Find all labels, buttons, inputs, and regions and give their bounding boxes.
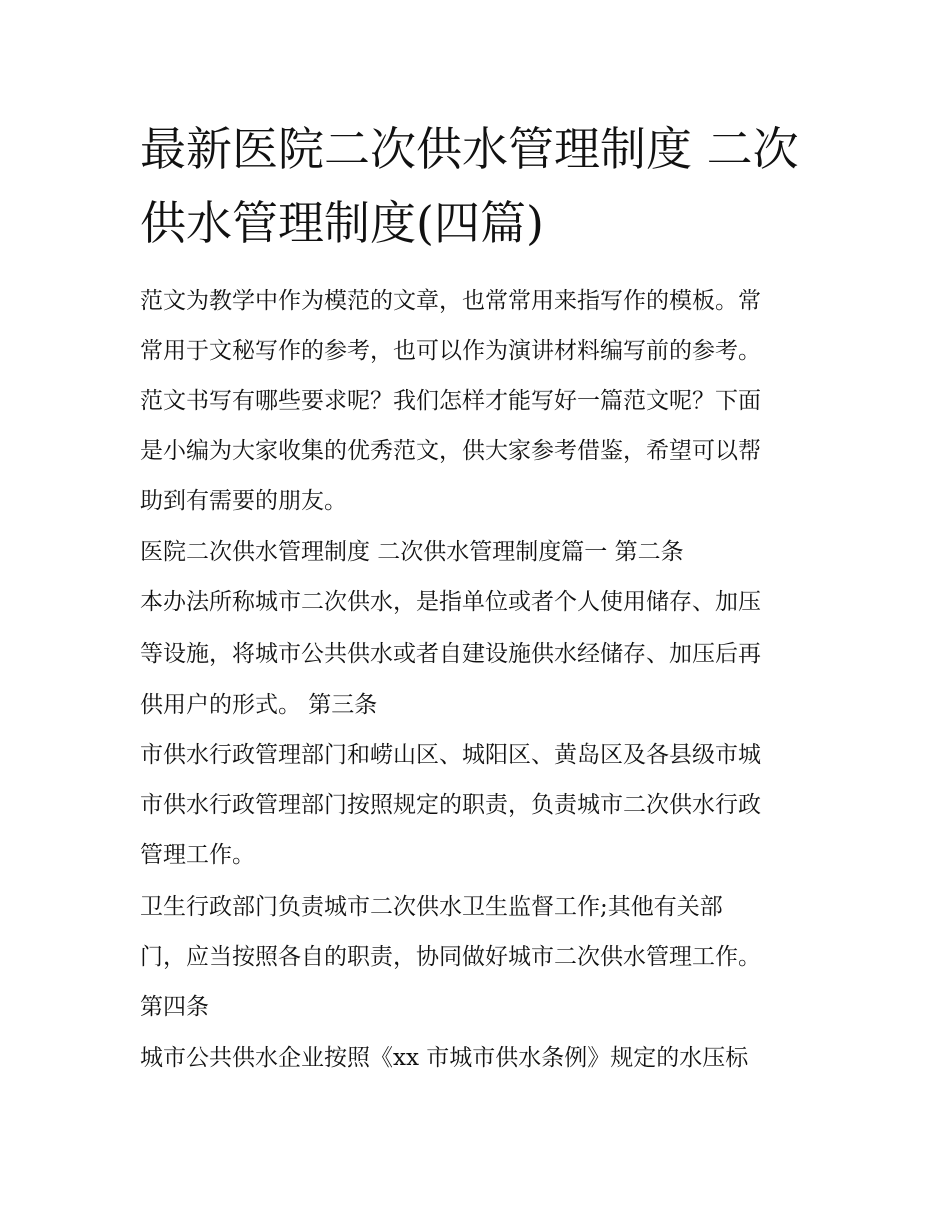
body-line-16: 城市公共供水企业按照《xx 市城市供水条例》规定的水压标 [140, 1045, 749, 1071]
body-line-2: 常用于文秘写作的参考，也可以作为演讲材料编写前的参考。 [140, 338, 761, 364]
body-line-3: 范文书写有哪些要求呢？我们怎样才能写好一篇范文呢？下面 [140, 388, 761, 414]
body-line-1: 范文为教学中作为模范的文章，也常常用来指写作的模板。常 [140, 288, 761, 314]
body-line-9: 供用户的形式。 第三条 [140, 692, 378, 718]
body-line-6: 医院二次供水管理制度 二次供水管理制度篇一 第二条 [140, 539, 684, 565]
body-line-10: 市供水行政管理部门和崂山区、城阳区、黄岛区及各县级市城 [140, 742, 761, 768]
document-title: 最新医院二次供水管理制度 二次供水管理制度(四篇) [140, 122, 799, 250]
body-line-13: 卫生行政部门负责城市二次供水卫生监督工作;其他有关部 [140, 894, 723, 920]
body-line-4: 是小编为大家收集的优秀范文，供大家参考借鉴，希望可以帮 [140, 438, 761, 464]
body-line-8: 等设施，将城市公共供水或者自建设施供水经储存、加压后再 [140, 641, 761, 667]
body-line-11: 市供水行政管理部门按照规定的职责，负责城市二次供水行政 [140, 792, 761, 818]
body-line-12: 管理工作。 [140, 842, 255, 868]
body-line-5: 助到有需要的朋友。 [140, 488, 347, 514]
body-line-14: 门，应当按照各自的职责，协同做好城市二次供水管理工作。 [140, 944, 761, 970]
body-line-15: 第四条 [140, 994, 209, 1020]
body-line-7: 本办法所称城市二次供水，是指单位或者个人使用储存、加压 [140, 589, 761, 615]
